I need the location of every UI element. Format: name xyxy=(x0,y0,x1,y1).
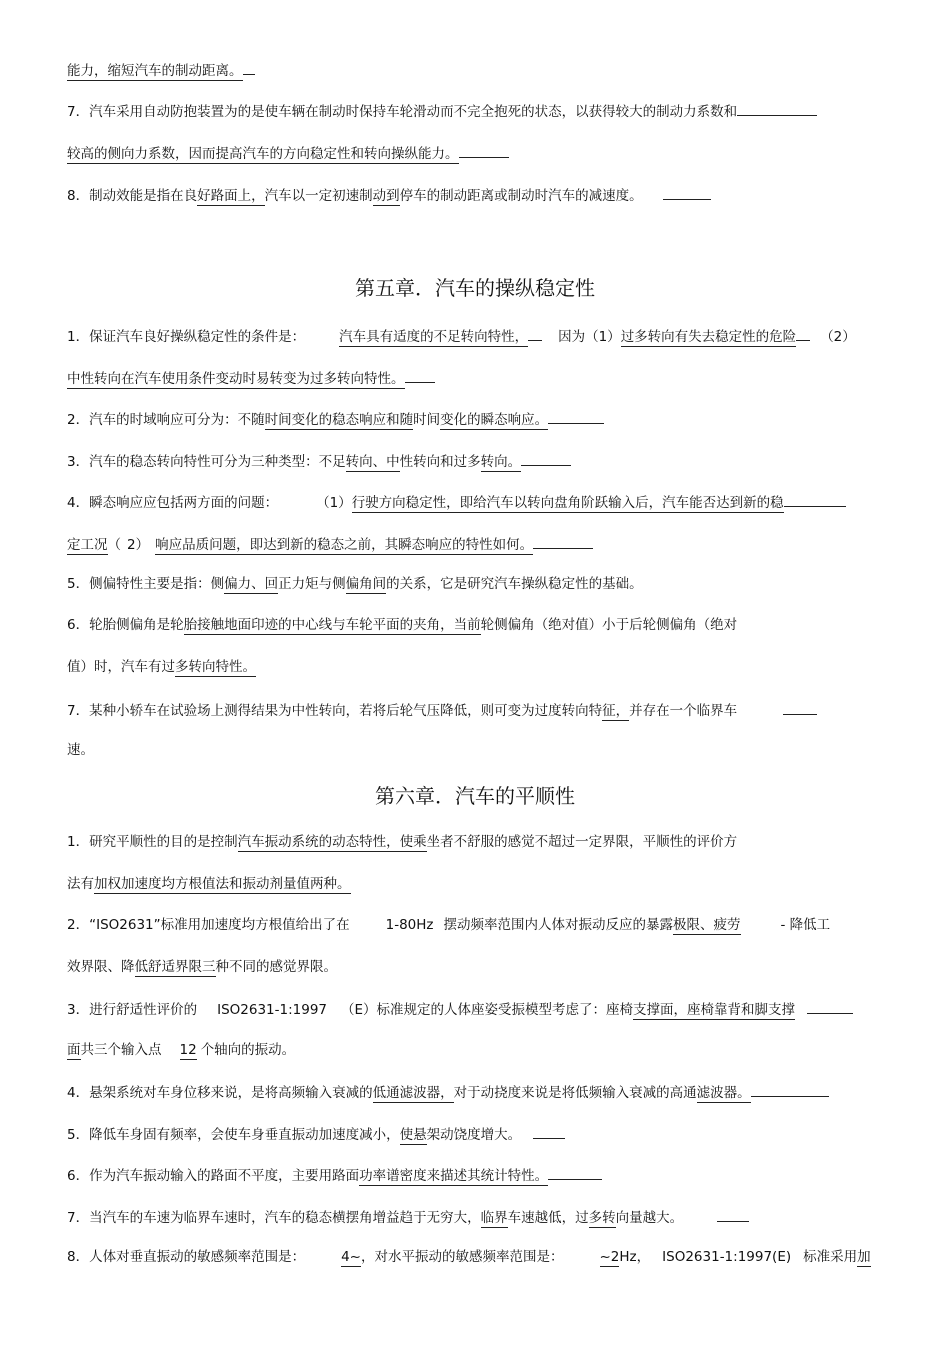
answer: 面 xyxy=(67,1042,81,1058)
question-text: 坐者不舒服的感觉不超过一定界限，平顺性的评价方 xyxy=(426,834,738,850)
question-text: 时间 xyxy=(413,412,441,428)
answer: 多转 xyxy=(588,1210,616,1226)
question-5 xyxy=(67,575,910,593)
question-text: 性转向和过多 xyxy=(399,454,481,470)
answer: 加 xyxy=(857,1249,871,1265)
question-text: 5．侧偏特性主要是指：侧 xyxy=(67,576,225,592)
answer: 转向、中 xyxy=(345,454,400,470)
question-7 xyxy=(67,700,910,720)
question-1 xyxy=(67,833,910,851)
answer: 12 xyxy=(179,1042,197,1058)
question-text: ，对水平振动的敏感频率范围是： xyxy=(361,1249,564,1265)
question-text: 对于动挠度来说是将低频输入衰减的高通 xyxy=(453,1085,697,1101)
question-text: 2．汽车的时域响应可分为：不随 xyxy=(67,412,265,428)
question-text: 5．降低车身固有频率，会使车身垂直振动加速度减小， xyxy=(67,1127,400,1143)
question-text: 3．汽车的稳态转向特性可分为三种类型：不足 xyxy=(67,454,346,470)
answer: 偏角间 xyxy=(345,576,387,592)
answer: 定工况 xyxy=(67,537,108,553)
question-text: （2） xyxy=(820,329,856,345)
text-line xyxy=(67,958,910,976)
answer: 转向。 xyxy=(480,454,522,470)
answer: 能力，缩短汽车的制动距离。 xyxy=(67,63,243,79)
answer: 较高的侧向力系数，因而提高汽车的方向稳定性和转向操纵能力。 xyxy=(67,146,459,162)
question-8 xyxy=(67,1248,910,1266)
question-text: 效界限、降 xyxy=(67,959,135,975)
question-4 xyxy=(67,492,910,512)
text-line xyxy=(67,658,910,676)
answer: 多转向特性。 xyxy=(175,659,256,675)
answer: ~2 xyxy=(599,1249,620,1265)
question-text: 摆动频率范围内人体对振动反应的暴露 xyxy=(443,917,674,933)
answer: 偏力、回 xyxy=(224,576,279,592)
answer: 胎接触地面印迹的中心线与车轮平面的夹角，当前 xyxy=(183,617,481,633)
answer: 剂量值两种。 xyxy=(269,876,351,892)
answer: 时间变化的稳态响应和随 xyxy=(264,412,414,428)
answer: 汽车振动系统的动态特性，使乘 xyxy=(237,834,427,850)
question-text: 个轴向的振动。 xyxy=(200,1042,296,1058)
text-line xyxy=(67,1041,910,1059)
answer: 低通滤波器， xyxy=(372,1085,454,1101)
answer: 滤波器。 xyxy=(696,1085,751,1101)
question-text: 共三个输入点 xyxy=(80,1042,162,1058)
answer: 4~ xyxy=(341,1249,361,1265)
question-text: 7．某种小轿车在试验场上测得结果为中性转向，若将后轮气压降低，则可变为过度转向特 xyxy=(67,703,603,719)
answer: 使悬 xyxy=(399,1127,427,1143)
question-text: 种不同的感觉界限。 xyxy=(215,959,337,975)
question-text: 并存在一个临界车 xyxy=(629,703,738,719)
question-text: 因为（1） xyxy=(558,329,621,345)
question-6 xyxy=(67,616,910,634)
question-text: ISO2631-1:1997 xyxy=(217,1002,327,1018)
chapter-5-title: 第五章．汽车的操纵稳定性 xyxy=(355,276,595,300)
question-text: 向量越大。 xyxy=(615,1210,684,1226)
question-text: 6．轮胎侧偏角是轮 xyxy=(67,617,184,633)
text-line xyxy=(67,60,910,80)
question-text: （1） xyxy=(316,495,352,511)
question-text: 8．制动效能是指在良 xyxy=(67,188,198,204)
question-text: （ xyxy=(107,537,121,553)
answer: 响应品质问题，即达到新的稳态之前，其瞬态响应的特性如何。 xyxy=(155,537,534,553)
answer: 极限、疲劳 xyxy=(673,917,741,933)
question-text: 7．当汽车的车速为临界车速时，汽车的稳态横摆角增益趋于无穷大， xyxy=(67,1210,481,1226)
question-text: 2） xyxy=(127,537,150,553)
answer: 征， xyxy=(602,703,630,719)
question-text: 2．“ISO2631”标准用加速度均方根值给出了在 xyxy=(67,917,350,933)
answer: 其统计特性。 xyxy=(467,1168,549,1184)
question-text: 8．人体对垂直振动的敏感频率范围是： xyxy=(67,1249,306,1265)
question-3 xyxy=(67,999,910,1019)
question-text: （E）标准规定的人体座姿受振模型考虑了：座椅 xyxy=(341,1002,634,1018)
question-text: 1．研究平顺性的目的是控制 xyxy=(67,834,238,850)
question-1 xyxy=(67,326,910,346)
answer: 变化的瞬态响应。 xyxy=(440,412,549,428)
question-7 xyxy=(67,101,910,121)
answer: 加权加速度均方根值法和振动 xyxy=(94,876,270,892)
answer: 汽车具有适度的不足转向特性， xyxy=(339,329,529,345)
question-text: 汽车以一定初速制 xyxy=(264,188,373,204)
question-6 xyxy=(67,1165,910,1185)
question-text: 的关系，它是研究汽车操纵稳定性的基础。 xyxy=(386,576,643,592)
question-text: 停车的制动距离或制动时汽车的减速度。 xyxy=(399,188,643,204)
answer: 功率谱密度来描述 xyxy=(359,1168,468,1184)
question-text: 值）时，汽车有过 xyxy=(67,659,175,675)
question-text: 7．汽车采用自动防抱装置为的是使车辆在制动时保持车轮滑动而不完全抱死的状态，以获得较大的制动力系数和 xyxy=(67,104,738,120)
question-text: 标准采用 xyxy=(803,1249,858,1265)
answer: 过多转向有失去稳定性的危险 xyxy=(620,329,797,345)
question-text: 法有 xyxy=(67,876,94,892)
answer: 动到 xyxy=(372,188,400,204)
question-text: 3．进行舒适性评价的 xyxy=(67,1002,198,1018)
text-line xyxy=(67,143,910,163)
answer: 靠背和脚支撑 xyxy=(714,1002,796,1018)
answer: 支撑面，座椅 xyxy=(633,1002,715,1018)
question-text: Hz， xyxy=(619,1249,651,1265)
text-line xyxy=(67,368,910,388)
text-line xyxy=(67,741,910,759)
question-2 xyxy=(67,409,910,429)
question-4 xyxy=(67,1082,910,1102)
question-text: 速。 xyxy=(67,742,94,758)
question-text: 1．保证汽车良好操纵稳定性的条件是： xyxy=(67,329,306,345)
question-text: 4．瞬态响应应包括两方面的问题： xyxy=(67,495,279,511)
question-5 xyxy=(67,1124,910,1144)
question-text: - 降低工 xyxy=(780,917,831,933)
answer: 中性转向在汽车使用条件变动时易转变为过多转向特性。 xyxy=(67,371,405,387)
question-text: 4．悬架系统对车身位移来说，是将高频输入衰减的 xyxy=(67,1085,373,1101)
text-line xyxy=(67,534,910,554)
chapter-6-title: 第六章．汽车的平顺性 xyxy=(375,784,575,808)
answer: 行驶方向稳定性，即给汽车以转向盘角阶跃输入后，汽车能否达到新的稳 xyxy=(351,495,784,511)
question-text: 车速越低，过 xyxy=(507,1210,589,1226)
question-text: 正力矩与侧 xyxy=(278,576,346,592)
answer: 好路面上， xyxy=(197,188,265,204)
question-text: 轮侧偏角（绝对值）小于后轮侧偏角（绝对 xyxy=(480,617,738,633)
question-text: 架动饶度增大。 xyxy=(426,1127,522,1143)
question-7 xyxy=(67,1207,910,1227)
question-text: ISO2631-1:1997(E) xyxy=(662,1249,792,1265)
question-2 xyxy=(67,916,910,934)
question-8 xyxy=(67,185,910,205)
answer: 低舒适界限三 xyxy=(134,959,216,975)
answer: 临界 xyxy=(480,1210,508,1226)
question-text: 6．作为汽车振动输入的路面不平度，主要用路面 xyxy=(67,1168,360,1184)
question-text: 1-80Hz xyxy=(385,917,434,933)
question-3 xyxy=(67,451,910,471)
text-line xyxy=(67,875,910,893)
